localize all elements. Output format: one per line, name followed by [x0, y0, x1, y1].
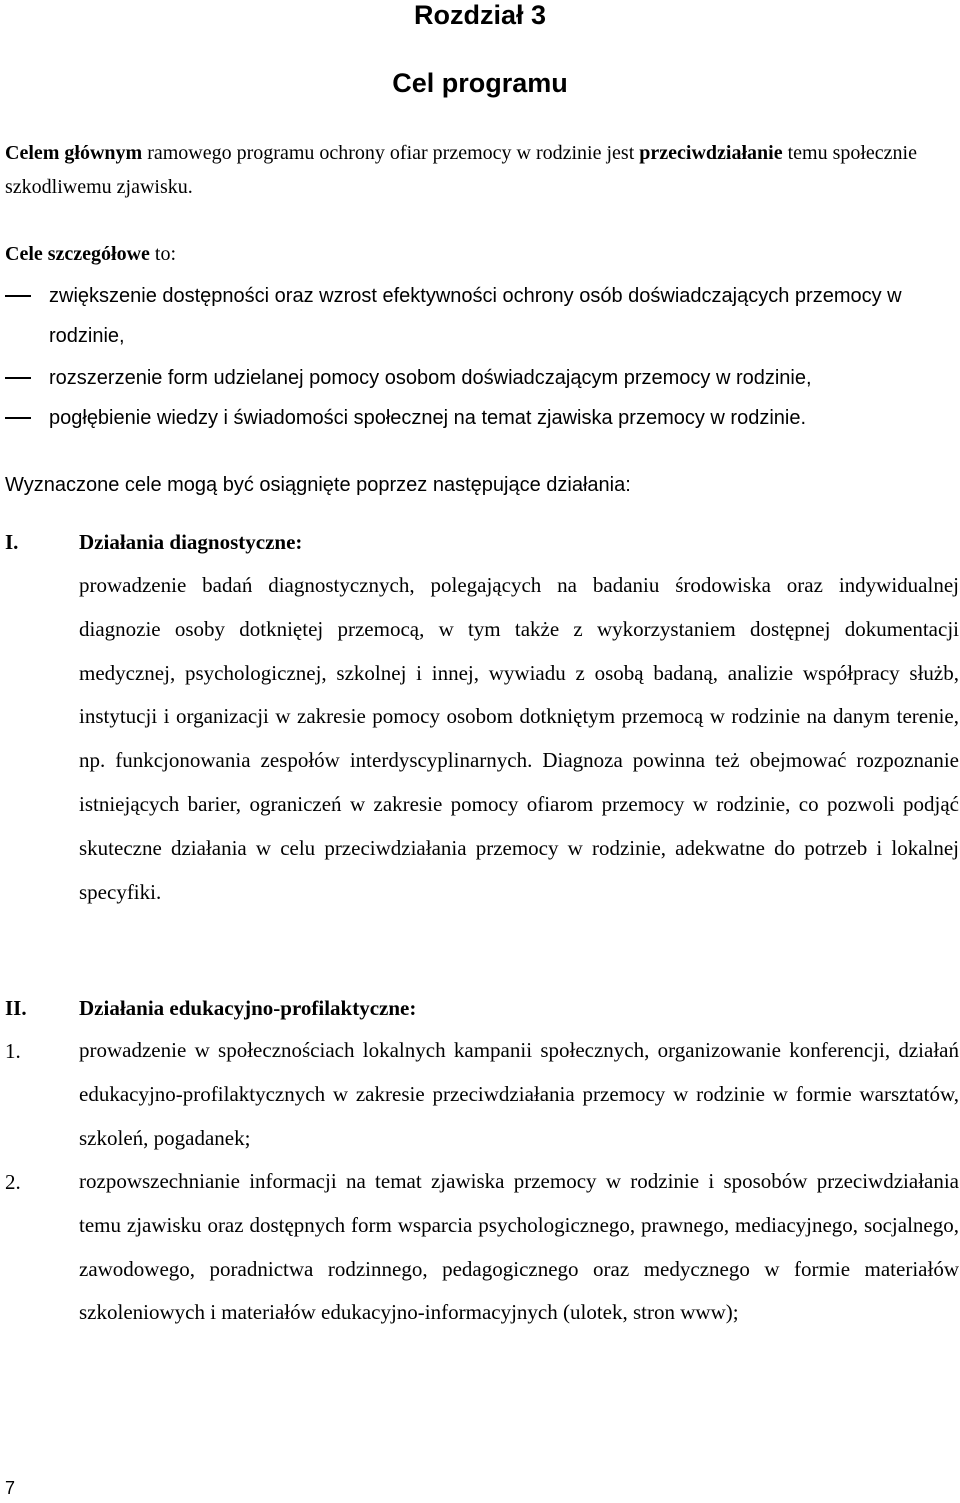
- list-item-text: prowadzenie w społecznościach lokalnych kampanii społecznych, organizowanie konferencji, działań edukacyjno-profilaktycznych w zakresie przeciwdziałania przemocy w rodzinie w formie warsztatów, szkoleń, pogadanek;: [79, 1038, 959, 1150]
- page-title: Cel programu: [392, 68, 568, 98]
- main-goal-text-2: temu społecznie szkodliwemu zjawisku.: [5, 142, 917, 198]
- goal-item-text: rozszerzenie form udzielanej pomocy osobom doświadczającym przemocy w rodzinie,: [49, 367, 812, 389]
- specific-goals-text: to:: [149, 243, 177, 265]
- list-item-number: 1.: [5, 1039, 21, 1063]
- section-number: I.: [5, 530, 19, 554]
- goal-item: [5, 358, 960, 398]
- actions-intro: Wyznaczone cele mogą być osiągnięte poprzez następujące działania:: [5, 474, 631, 496]
- goal-item: [5, 276, 960, 356]
- main-goal-bold: Celem głównym: [5, 142, 143, 164]
- page-number: 7: [5, 1478, 16, 1498]
- goal-item: [5, 398, 960, 438]
- section-number: II.: [5, 996, 27, 1020]
- section-body: prowadzenie badań diagnostycznych, polegających na badaniu środowiska oraz indywidualnej diagnozie osoby dotkniętej przemocą, w tym także z wykorzystaniem dostępnej dokumentacji medycznej, psychologicznej, szkolnej i innej, wywiadu z osobą badaną, analizie współpracy służb, instytucji i organizacji w zakresie pomocy osobom dotkniętym przemocą w rodzinie na danym terenie, np. funkcjonowania zespołów interdyscyplinarnych. Diagnoza powinna też obejmować rozpoznanie istniejących barier, ograniczeń w zakresie pomocy ofiarom przemocy w rodzinie, co pozwoli podjąć skuteczne działania w celu przeciwdziałania przemocy w rodzinie, adekwatne do potrzeb i lokalnej specyfiki.: [79, 573, 959, 904]
- chapter-heading: Rozdział 3: [413, 0, 547, 30]
- main-goal-text: ramowego programu ochrony ofiar przemocy w rodzinie jest: [142, 142, 640, 164]
- list-item-text: rozpowszechnianie informacji na temat zjawiska przemocy w rodzinie i sposobów przeciwdziałania temu zjawisku oraz dostępnych form wsparcia psychologicznego, prawnego, mediacyjnego, socjalnego, zawodowego, poradnictwa rodzinnego, pedagogicznego oraz medycznego w formie materiałów szkoleniowych i materiałów edukacyjno-informacyjnych (ulotek, stron www);: [79, 1169, 959, 1325]
- main-goal-bold-2: przeciwdziałanie: [639, 142, 783, 164]
- goal-item-text: zwiększenie dostępności oraz wzrost efektywności ochrony osób doświadczających przemocy w rodzinie,: [49, 285, 902, 347]
- specific-goals-bold: Cele szczegółowe: [5, 243, 150, 265]
- main-goal-paragraph: [5, 136, 955, 204]
- goal-item-text: pogłębienie wiedzy i świadomości społecznej na temat zjawiska przemocy w rodzinie.: [49, 407, 807, 429]
- specific-goals-label: [5, 237, 955, 271]
- section-title: Działania edukacyjno-profilaktyczne:: [79, 996, 417, 1020]
- section-title: Działania diagnostyczne:: [79, 530, 303, 554]
- list-item-number: 2.: [5, 1170, 21, 1194]
